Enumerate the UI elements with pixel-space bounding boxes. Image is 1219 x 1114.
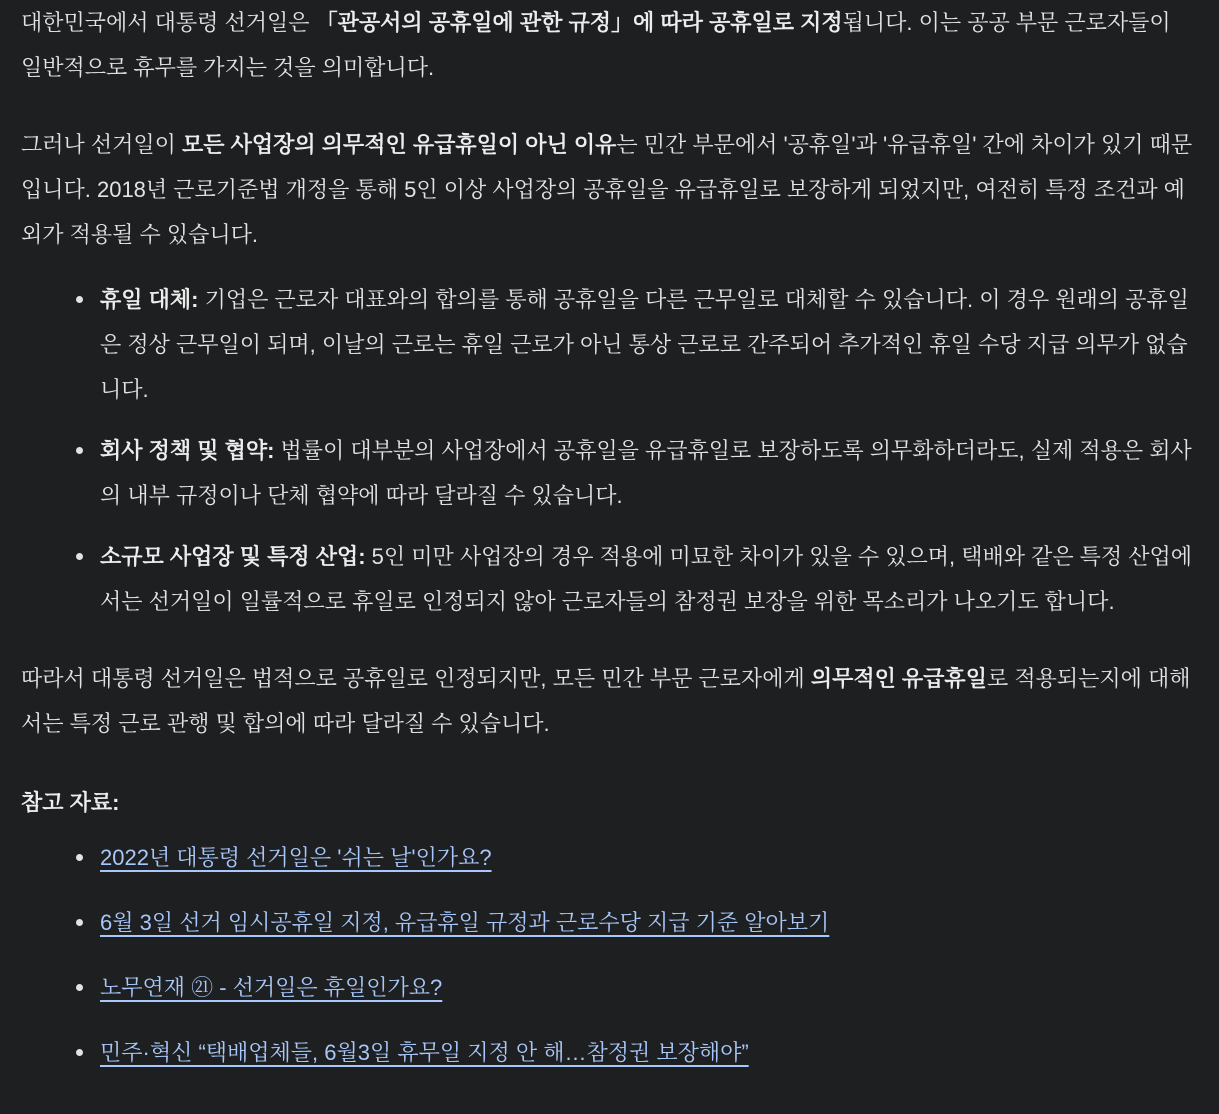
references-heading — [21, 780, 1195, 825]
bold-text-segment: 회사 정책 및 협약: — [100, 438, 275, 463]
text-segment: 5인 미만 사업장의 경우 적용에 미묘한 차이가 있을 수 있으며, 택배와 같은 특정 산업에서는 선거일이 일률적으로 휴일로 인정되지 않아 근로자들의 참정권 보장을 위한 목소리가 나오기도 합니다. — [100, 544, 1193, 614]
text-segment: 따라서 대통령 선거일은 법적으로 공휴일로 인정되지만, 모든 민간 부문 근로자에게 — [21, 666, 811, 691]
bold-text-segment: 「관공서의 공휴일에 관한 규정」에 따라 공휴일로 지정 — [315, 10, 843, 35]
reference-link[interactable]: 민주·혁신 “택배업체들, 6월3일 휴무일 지정 안 해…참정권 보장해야” — [100, 1040, 749, 1065]
text-segment: 는 민간 부문에서 '공휴일'과 '유급휴일' 간에 차이가 있기 때문입니다. 2018년 근로기준법 개정을 통해 5인 이상 사업장의 공휴일을 유급휴일로 보장하게 되었지만, 여전히 특정 조건과 예외가 적용될 수 있습니다. — [21, 132, 1193, 247]
exception-list-item — [100, 277, 1195, 412]
text-segment: 됩니다. 이는 공공 부문 근로자들이 일반적으로 휴무를 가지는 것을 의미합니다. — [21, 10, 1171, 80]
text-segment: 대한민국에서 대통령 선거일은 — [21, 10, 316, 35]
reference-link[interactable]: 2022년 대통령 선거일은 '쉬는 날'인가요? — [100, 845, 492, 870]
exception-bullet-list — [21, 277, 1195, 624]
text-segment: 법률이 대부분의 사업장에서 공휴일을 유급휴일로 보장하도록 의무화하더라도, 실제 적용은 회사의 내부 규정이나 단체 협약에 따라 달라질 수 있습니다. — [100, 438, 1192, 508]
paragraph-reason — [21, 122, 1195, 257]
reference-link[interactable]: 6월 3일 선거 임시공휴일 지정, 유급휴일 규정과 근로수당 지급 기준 알아보기 — [100, 910, 830, 935]
reference-list-item — [100, 900, 1195, 945]
text-segment: 그러나 선거일이 — [21, 132, 182, 157]
exception-list-item — [100, 534, 1195, 624]
bold-text-segment: 휴일 대체: — [100, 287, 199, 312]
bold-text-segment: 모든 사업장의 의무적인 유급휴일이 아닌 이유 — [182, 132, 617, 157]
exception-list-item — [100, 428, 1195, 518]
reference-list-item — [100, 1030, 1195, 1075]
reference-link-list — [21, 835, 1195, 1075]
bold-text-segment: 소규모 사업장 및 특정 산업: — [100, 544, 366, 569]
text-segment: 기업은 근로자 대표와의 합의를 통해 공휴일을 다른 근무일로 대체할 수 있습니다. 이 경우 원래의 공휴일은 정상 근무일이 되며, 이날의 근로는 휴일 근로가 아닌 통상 근로로 간주되어 추가적인 휴일 수당 지급 의무가 없습니다. — [100, 287, 1189, 402]
reference-link[interactable]: 노무연재 ㉑ - 선거일은 휴일인가요? — [100, 975, 443, 1000]
references-heading-text: 참고 자료: — [21, 790, 120, 815]
text-segment: 로 적용되는지에 대해서는 특정 근로 관행 및 합의에 따라 달라질 수 있습니다. — [21, 666, 1191, 736]
reference-list-item — [100, 835, 1195, 880]
bold-text-segment: 의무적인 유급휴일 — [810, 666, 987, 691]
paragraph-conclusion — [21, 656, 1195, 746]
reference-list-item — [100, 965, 1195, 1010]
paragraph-intro — [21, 0, 1195, 90]
